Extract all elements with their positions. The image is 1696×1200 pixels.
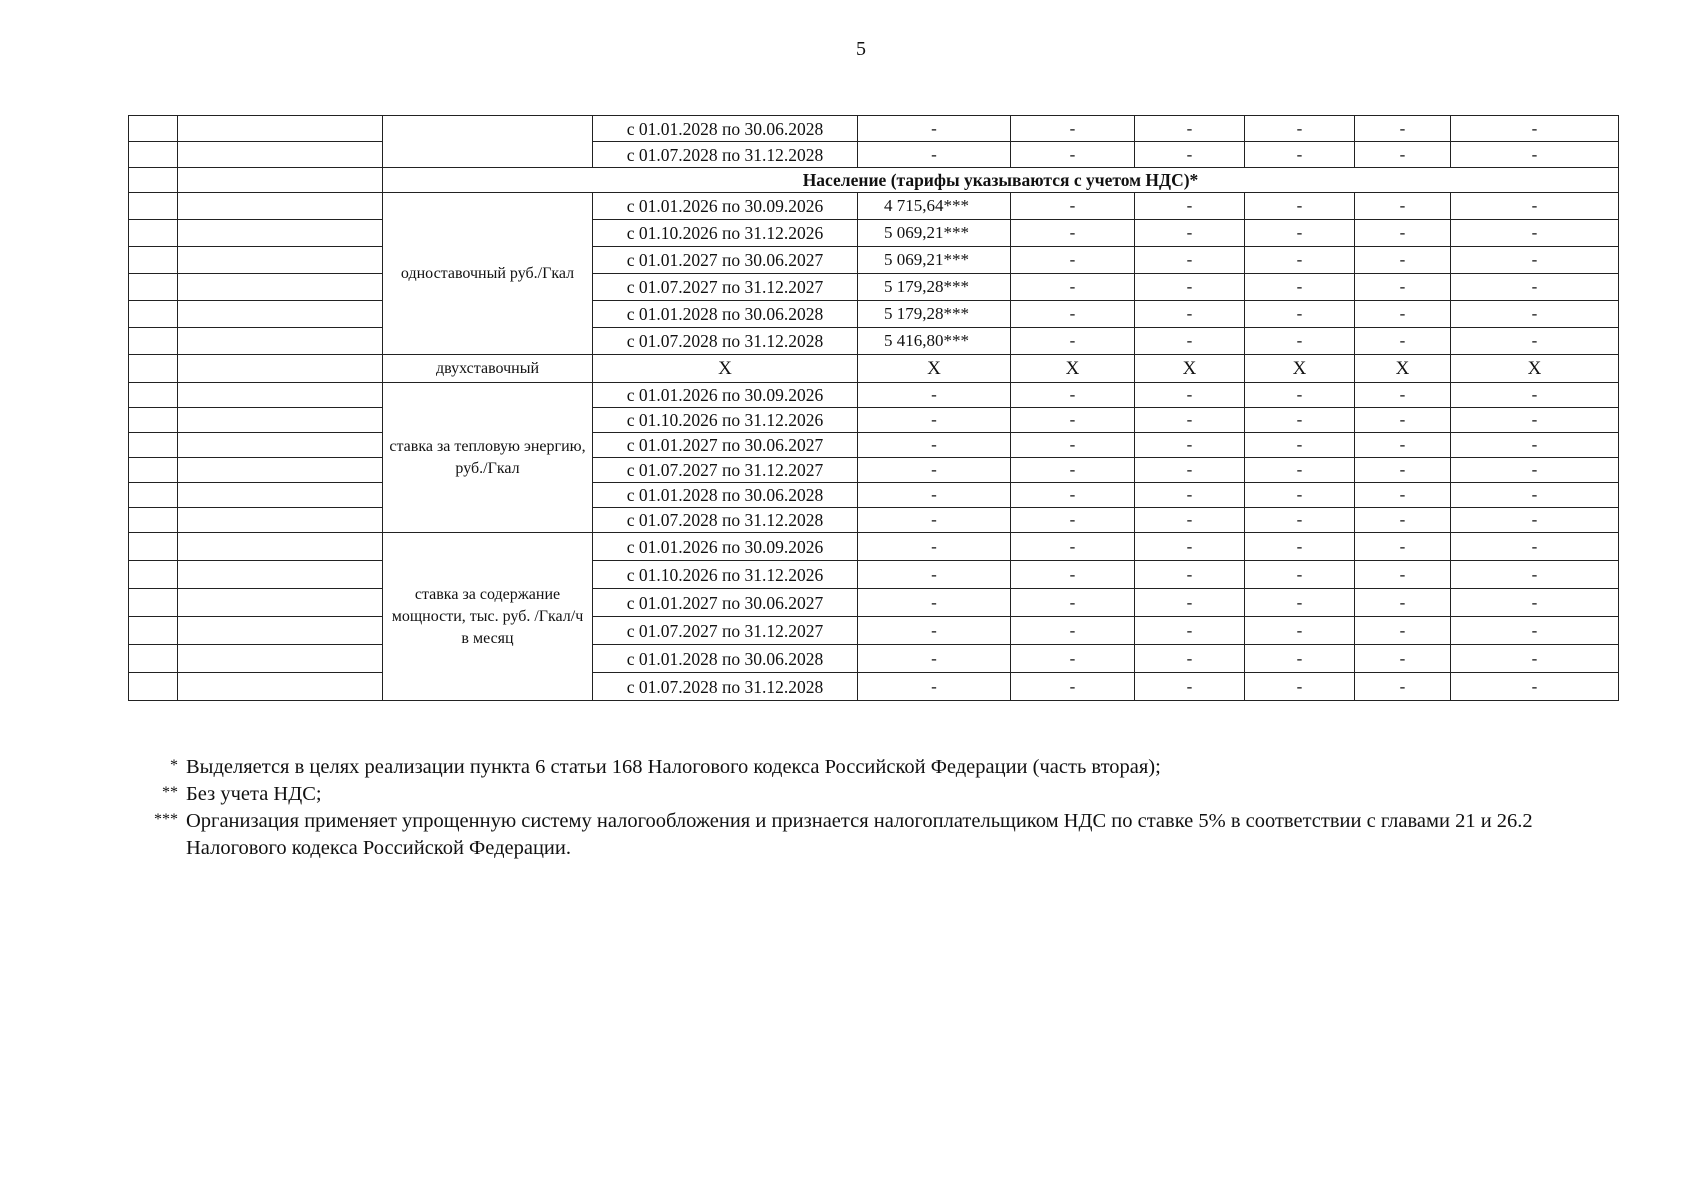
footnote-text: Выделяется в целях реализации пункта 6 статьи 168 Налогового кодекса Российской Федерации (часть вторая);: [186, 756, 1161, 778]
dash-cell: -: [1011, 301, 1135, 328]
empty-cell: [129, 589, 178, 617]
footnote-text: Без учета НДС;: [186, 783, 322, 805]
dash-cell: -: [1451, 116, 1619, 142]
tariff-value: 5 179,28***: [858, 301, 1011, 328]
dash-cell: -: [1245, 274, 1355, 301]
dash-cell: -: [1245, 328, 1355, 355]
dash-cell: -: [858, 508, 1011, 533]
dash-cell: -: [1451, 673, 1619, 701]
dash-cell: -: [1135, 673, 1245, 701]
empty-cell: [129, 561, 178, 589]
dash-cell: -: [1355, 433, 1451, 458]
dash-cell: -: [1451, 433, 1619, 458]
dash-cell: -: [1011, 247, 1135, 274]
dash-cell: -: [858, 116, 1011, 142]
dash-cell: -: [1355, 220, 1451, 247]
dash-cell: -: [1355, 561, 1451, 589]
dash-cell: -: [1245, 617, 1355, 645]
dash-cell: -: [858, 617, 1011, 645]
param-capacity-rate: ставка за содержание мощности, тыс. руб. /Гкал/ч в месяц: [383, 533, 593, 701]
period-cell: с 01.01.2028 по 30.06.2028: [593, 301, 858, 328]
empty-cell: [129, 483, 178, 508]
dash-cell: -: [1011, 328, 1135, 355]
dash-cell: -: [1245, 220, 1355, 247]
dash-cell: -: [1245, 142, 1355, 168]
tariff-value: 5 069,21***: [858, 247, 1011, 274]
tariff-value: 5 179,28***: [858, 274, 1011, 301]
dash-cell: -: [1135, 483, 1245, 508]
empty-cell: [178, 508, 383, 533]
dash-cell: -: [858, 589, 1011, 617]
dash-cell: -: [1355, 193, 1451, 220]
dash-cell: -: [1245, 508, 1355, 533]
table-row: [129, 589, 1619, 617]
period-cell: с 01.01.2026 по 30.09.2026: [593, 193, 858, 220]
x-mark-cell: X: [1135, 355, 1245, 383]
page-number: 5: [856, 38, 866, 60]
x-mark-cell: X: [1245, 355, 1355, 383]
table-row: [129, 274, 1619, 301]
table-row: [129, 408, 1619, 433]
empty-cell: [178, 673, 383, 701]
empty-cell: [178, 645, 383, 673]
empty-cell: [129, 328, 178, 355]
dash-cell: -: [858, 645, 1011, 673]
dash-cell: -: [1011, 142, 1135, 168]
dash-cell: -: [1135, 561, 1245, 589]
param-heat-rate: ставка за тепловую энергию, руб./Гкал: [383, 383, 593, 533]
dash-cell: -: [1451, 301, 1619, 328]
dash-cell: -: [1135, 458, 1245, 483]
empty-cell: [178, 301, 383, 328]
dash-cell: -: [1451, 561, 1619, 589]
dash-cell: -: [1355, 408, 1451, 433]
empty-cell: [178, 168, 383, 193]
dash-cell: -: [1245, 408, 1355, 433]
dash-cell: -: [858, 458, 1011, 483]
period-cell: с 01.01.2028 по 30.06.2028: [593, 116, 858, 142]
empty-cell: [129, 193, 178, 220]
empty-cell: [178, 483, 383, 508]
empty-cell: [178, 220, 383, 247]
footnote: [128, 754, 1620, 781]
dash-cell: -: [1135, 645, 1245, 673]
period-cell: с 01.07.2028 по 31.12.2028: [593, 508, 858, 533]
dash-cell: -: [1245, 561, 1355, 589]
empty-cell: [129, 168, 178, 193]
empty-cell: [178, 617, 383, 645]
empty-cell: [129, 116, 178, 142]
dash-cell: -: [1451, 247, 1619, 274]
empty-cell: [129, 247, 178, 274]
dash-cell: -: [1245, 383, 1355, 408]
dash-cell: -: [1355, 645, 1451, 673]
dash-cell: -: [1355, 274, 1451, 301]
dash-cell: -: [1011, 116, 1135, 142]
table-row: [129, 301, 1619, 328]
dash-cell: -: [1451, 193, 1619, 220]
empty-cell: [178, 247, 383, 274]
dash-cell: -: [1011, 274, 1135, 301]
dash-cell: -: [858, 142, 1011, 168]
dash-cell: -: [1135, 142, 1245, 168]
empty-cell: [178, 355, 383, 383]
dash-cell: -: [1451, 274, 1619, 301]
section-title: Население (тарифы указываются с учетом НДС)*: [383, 168, 1619, 193]
table-row: [129, 355, 1619, 383]
dash-cell: -: [1011, 645, 1135, 673]
table-row: [129, 383, 1619, 408]
dash-cell: -: [1451, 483, 1619, 508]
dash-cell: -: [1355, 383, 1451, 408]
empty-cell: [178, 458, 383, 483]
table-row: [129, 673, 1619, 701]
period-cell: с 01.07.2028 по 31.12.2028: [593, 673, 858, 701]
footnote-mark: ***: [154, 811, 178, 828]
dash-cell: -: [1011, 433, 1135, 458]
dash-cell: -: [1135, 508, 1245, 533]
empty-cell: [178, 274, 383, 301]
footnote-mark: *: [170, 757, 178, 774]
dash-cell: -: [1245, 433, 1355, 458]
table-row: [129, 220, 1619, 247]
dash-cell: -: [858, 433, 1011, 458]
dash-cell: -: [1011, 458, 1135, 483]
dash-cell: -: [1135, 247, 1245, 274]
period-cell: с 01.07.2028 по 31.12.2028: [593, 328, 858, 355]
footnote-text: Организация применяет упрощенную систему налогообложения и признается налогоплательщиком НДС по ставке 5% в соответствии с главами 21 и 26.2 Налогового кодекса Российской Федерации.: [186, 810, 1533, 859]
dash-cell: -: [1355, 617, 1451, 645]
empty-cell: [178, 408, 383, 433]
dash-cell: -: [1355, 589, 1451, 617]
dash-cell: -: [1451, 508, 1619, 533]
dash-cell: -: [1245, 301, 1355, 328]
empty-cell: [178, 328, 383, 355]
empty-cell: [178, 533, 383, 561]
dash-cell: -: [1011, 561, 1135, 589]
x-mark-cell: X: [858, 355, 1011, 383]
dash-cell: -: [1245, 458, 1355, 483]
dash-cell: -: [1245, 483, 1355, 508]
dash-cell: -: [858, 561, 1011, 589]
dash-cell: -: [1135, 408, 1245, 433]
empty-cell: [129, 220, 178, 247]
dash-cell: -: [858, 408, 1011, 433]
dash-cell: -: [1245, 645, 1355, 673]
dash-cell: -: [1011, 533, 1135, 561]
empty-cell: [129, 533, 178, 561]
empty-cell: [129, 458, 178, 483]
table-row: [129, 193, 1619, 220]
dash-cell: -: [1011, 673, 1135, 701]
tariff-value: 5 416,80***: [858, 328, 1011, 355]
dash-cell: -: [1451, 533, 1619, 561]
period-cell: с 01.01.2026 по 30.09.2026: [593, 533, 858, 561]
dash-cell: -: [1011, 220, 1135, 247]
empty-cell: [129, 673, 178, 701]
period-cell: с 01.10.2026 по 31.12.2026: [593, 408, 858, 433]
table-row: [129, 142, 1619, 168]
table-row: [129, 483, 1619, 508]
dash-cell: -: [1451, 458, 1619, 483]
period-cell: с 01.07.2028 по 31.12.2028: [593, 142, 858, 168]
empty-cell: [129, 274, 178, 301]
x-mark-cell: X: [1355, 355, 1451, 383]
dash-cell: -: [1355, 328, 1451, 355]
dash-cell: -: [1245, 673, 1355, 701]
table-row: [129, 433, 1619, 458]
dash-cell: -: [1355, 483, 1451, 508]
dash-cell: -: [1245, 247, 1355, 274]
dash-cell: -: [1355, 458, 1451, 483]
empty-cell: [129, 645, 178, 673]
dash-cell: -: [1135, 116, 1245, 142]
dash-cell: -: [1011, 408, 1135, 433]
dash-cell: -: [1355, 142, 1451, 168]
table-row: [129, 561, 1619, 589]
tariff-table-body: [129, 116, 1619, 701]
dash-cell: -: [1011, 383, 1135, 408]
footnote-mark: **: [162, 784, 178, 801]
x-mark-cell: X: [593, 355, 858, 383]
dash-cell: -: [1355, 533, 1451, 561]
dash-cell: -: [1355, 301, 1451, 328]
empty-cell: [178, 589, 383, 617]
dash-cell: -: [1451, 142, 1619, 168]
empty-cell: [178, 433, 383, 458]
dash-cell: -: [1245, 116, 1355, 142]
empty-cell: [129, 617, 178, 645]
dash-cell: -: [1011, 483, 1135, 508]
dash-cell: -: [1135, 193, 1245, 220]
dash-cell: -: [858, 673, 1011, 701]
empty-cell: [129, 433, 178, 458]
dash-cell: -: [858, 383, 1011, 408]
x-mark-cell: X: [1011, 355, 1135, 383]
empty-cell: [129, 355, 178, 383]
period-cell: с 01.01.2027 по 30.06.2027: [593, 589, 858, 617]
period-cell: с 01.01.2027 по 30.06.2027: [593, 247, 858, 274]
tariff-value: 4 715,64***: [858, 193, 1011, 220]
x-mark-cell: X: [1451, 355, 1619, 383]
period-cell: с 01.07.2027 по 31.12.2027: [593, 617, 858, 645]
dash-cell: -: [1135, 433, 1245, 458]
tariff-table: [128, 115, 1619, 701]
period-cell: с 01.01.2027 по 30.06.2027: [593, 433, 858, 458]
dash-cell: -: [1135, 274, 1245, 301]
dash-cell: -: [1011, 193, 1135, 220]
table-row: [129, 116, 1619, 142]
period-cell: с 01.01.2026 по 30.09.2026: [593, 383, 858, 408]
table-row: [129, 508, 1619, 533]
dash-cell: -: [1011, 617, 1135, 645]
period-cell: с 01.07.2027 по 31.12.2027: [593, 274, 858, 301]
param-one-rate: одноставочный руб./Гкал: [383, 193, 593, 355]
dash-cell: -: [1451, 617, 1619, 645]
dash-cell: -: [1451, 383, 1619, 408]
footnotes: [128, 754, 1620, 862]
dash-cell: -: [1135, 589, 1245, 617]
table-row: [129, 533, 1619, 561]
period-cell: с 01.10.2026 по 31.12.2026: [593, 561, 858, 589]
empty-cell: [383, 116, 593, 168]
table-row: [129, 617, 1619, 645]
table-row: [129, 247, 1619, 274]
empty-cell: [129, 508, 178, 533]
empty-cell: [178, 383, 383, 408]
dash-cell: -: [1011, 589, 1135, 617]
empty-cell: [178, 193, 383, 220]
empty-cell: [178, 561, 383, 589]
period-cell: с 01.10.2026 по 31.12.2026: [593, 220, 858, 247]
dash-cell: -: [1355, 247, 1451, 274]
dash-cell: -: [1135, 328, 1245, 355]
param-two-rate: двухставочный: [383, 355, 593, 383]
dash-cell: -: [1245, 193, 1355, 220]
empty-cell: [129, 383, 178, 408]
dash-cell: -: [1245, 589, 1355, 617]
dash-cell: -: [1451, 589, 1619, 617]
dash-cell: -: [1011, 508, 1135, 533]
dash-cell: -: [858, 533, 1011, 561]
dash-cell: -: [1451, 220, 1619, 247]
empty-cell: [129, 142, 178, 168]
empty-cell: [129, 301, 178, 328]
dash-cell: -: [1451, 328, 1619, 355]
dash-cell: -: [1135, 533, 1245, 561]
footnote: [128, 781, 1620, 808]
dash-cell: -: [1135, 617, 1245, 645]
period-cell: с 01.07.2027 по 31.12.2027: [593, 458, 858, 483]
dash-cell: -: [1451, 408, 1619, 433]
empty-cell: [129, 408, 178, 433]
period-cell: с 01.01.2028 по 30.06.2028: [593, 483, 858, 508]
dash-cell: -: [1135, 301, 1245, 328]
table-row: [129, 168, 1619, 193]
table-row: [129, 645, 1619, 673]
table-row: [129, 458, 1619, 483]
empty-cell: [178, 116, 383, 142]
dash-cell: -: [858, 483, 1011, 508]
dash-cell: -: [1245, 533, 1355, 561]
footnote: [128, 808, 1620, 862]
dash-cell: -: [1451, 645, 1619, 673]
dash-cell: -: [1355, 673, 1451, 701]
dash-cell: -: [1355, 116, 1451, 142]
dash-cell: -: [1355, 508, 1451, 533]
table-row: [129, 328, 1619, 355]
dash-cell: -: [1135, 383, 1245, 408]
dash-cell: -: [1135, 220, 1245, 247]
tariff-value: 5 069,21***: [858, 220, 1011, 247]
empty-cell: [178, 142, 383, 168]
period-cell: с 01.01.2028 по 30.06.2028: [593, 645, 858, 673]
